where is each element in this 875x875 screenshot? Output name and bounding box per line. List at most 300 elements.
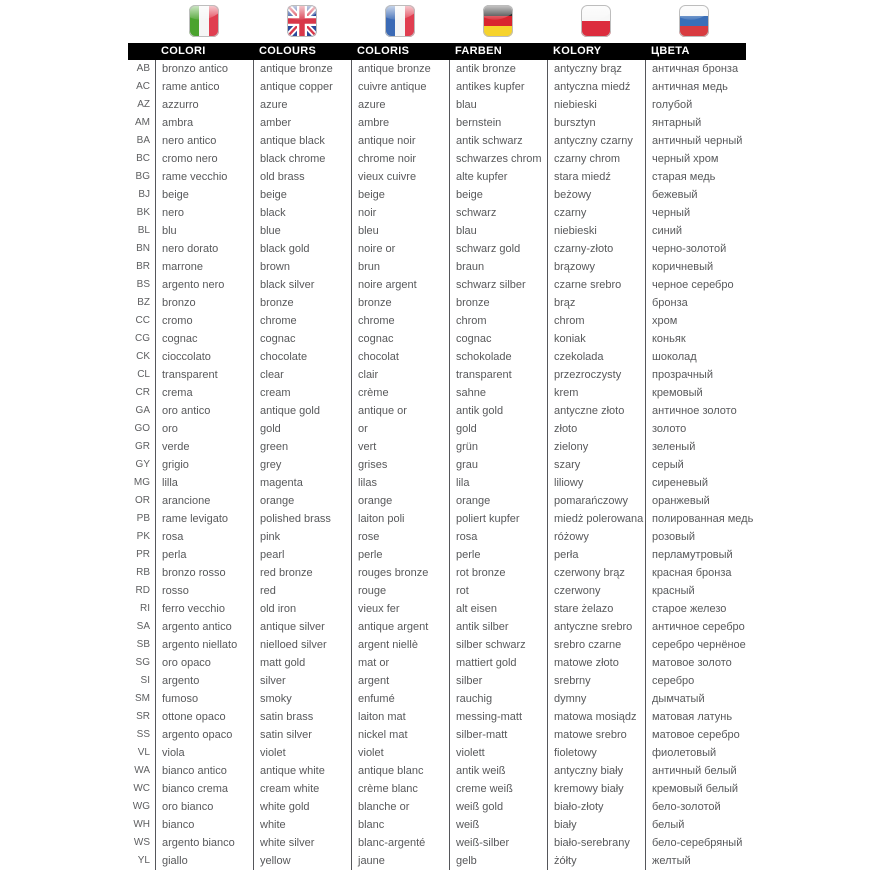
table-row [128,330,749,348]
row-code: GR [135,441,150,452]
table-row [128,78,749,96]
row-cell-french: clair [351,366,449,384]
row-cell-italian: crema [155,384,253,402]
row-cell-french: cognac [351,330,449,348]
row-cell-polish: antyczna miedź [547,78,645,96]
row-cell-english: cognac [253,330,351,348]
table-row [128,168,749,186]
row-cell-german: silber schwarz [449,636,547,654]
row-cell-polish: złoto [547,420,645,438]
row-cell-russian: сиреневый [645,474,749,492]
row-code: PR [136,549,150,560]
table-row [128,618,749,636]
row-cell-russian: бело-золотой [645,798,749,816]
row-cell-german: lila [449,474,547,492]
row-code: RD [135,585,150,596]
row-cell-french: rouges bronze [351,564,449,582]
row-cell-italian: oro antico [155,402,253,420]
row-cell-german: rosa [449,528,547,546]
row-cell-polish: dymny [547,690,645,708]
table-row [128,60,749,78]
row-cell-french: enfumé [351,690,449,708]
row-cell-german: cognac [449,330,547,348]
row-cell-russian: дымчатый [645,690,749,708]
row-cell-italian: transparent [155,366,253,384]
table-row [128,816,749,834]
row-cell-german: braun [449,258,547,276]
row-cell-polish: zielony [547,438,645,456]
table-row [128,510,754,528]
row-code: AZ [137,99,150,110]
row-cell-italian: perla [155,546,253,564]
row-cell-english: red [253,582,351,600]
table-row [128,420,749,438]
row-cell-english: blue [253,222,351,240]
row-cell-english: amber [253,114,351,132]
flag-poland-icon [581,5,611,37]
row-cell-polish: miedż polerowana [547,510,645,528]
row-cell-german: antikes kupfer [449,78,547,96]
row-cell-german: orange [449,492,547,510]
row-cell-italian: rosa [155,528,253,546]
row-cell-russian: серый [645,456,749,474]
row-cell-polish: czarny-złoto [547,240,645,258]
row-code: SG [135,657,150,668]
row-cell-russian: желтый [645,852,749,870]
row-cell-italian: nero [155,204,253,222]
row-code: BC [136,153,150,164]
row-cell-russian: бронза [645,294,749,312]
row-cell-german: bernstein [449,114,547,132]
row-code: SB [136,639,150,650]
row-cell-polish: srebro czarne [547,636,645,654]
row-cell-english: chocolate [253,348,351,366]
row-cell-english: matt gold [253,654,351,672]
row-cell-english: satin brass [253,708,351,726]
table-row [128,276,749,294]
row-cell-polish: fioletowy [547,744,645,762]
table-row [128,222,749,240]
row-cell-polish: chrom [547,312,645,330]
row-cell-english: white [253,816,351,834]
row-code: WC [133,783,150,794]
row-cell-german: bronze [449,294,547,312]
row-cell-italian: bronzo [155,294,253,312]
row-cell-polish: krem [547,384,645,402]
table-row [128,186,749,204]
row-cell-french: lilas [351,474,449,492]
header-farben: FARBEN [455,45,503,57]
table-row [128,366,749,384]
row-cell-french: blanc [351,816,449,834]
row-cell-russian: матовая латунь [645,708,749,726]
row-code: RB [136,567,150,578]
table-header-bar [128,43,746,60]
row-cell-russian: бежевый [645,186,749,204]
table-row [128,384,749,402]
row-cell-english: white gold [253,798,351,816]
row-cell-italian: cioccolato [155,348,253,366]
row-cell-polish: matowe srebro [547,726,645,744]
row-cell-english: brown [253,258,351,276]
row-cell-french: or [351,420,449,438]
row-cell-german: blau [449,96,547,114]
row-cell-italian: bronzo antico [155,60,253,78]
row-cell-italian: grigio [155,456,253,474]
row-cell-russian: фиолетовый [645,744,749,762]
table-row [128,654,749,672]
row-cell-polish: biało-serebrany [547,834,645,852]
row-code: VL [137,747,150,758]
row-cell-french: violet [351,744,449,762]
row-cell-italian: viola [155,744,253,762]
row-cell-german: schwarzes chrom [449,150,547,168]
row-cell-english: antique copper [253,78,351,96]
row-code: BZ [137,297,150,308]
row-cell-italian: oro opaco [155,654,253,672]
row-cell-french: perle [351,546,449,564]
table-row [128,636,749,654]
row-code: AC [136,81,150,92]
row-cell-french: antique argent [351,618,449,636]
table-row [128,294,749,312]
header-colours: COLOURS [259,45,317,57]
row-cell-russian: черный хром [645,150,749,168]
table-row [128,564,749,582]
row-cell-german: schokolade [449,348,547,366]
row-code: CG [135,333,150,344]
row-cell-french: chocolat [351,348,449,366]
row-cell-german: creme weiß [449,780,547,798]
row-cell-english: chrome [253,312,351,330]
row-cell-russian: хром [645,312,749,330]
row-cell-italian: lilla [155,474,253,492]
row-cell-polish: czarny [547,204,645,222]
row-cell-english: bronze [253,294,351,312]
row-cell-russian: шоколад [645,348,749,366]
row-cell-english: green [253,438,351,456]
flag-france-icon [385,5,415,37]
row-cell-english: antique gold [253,402,351,420]
row-cell-english: red bronze [253,564,351,582]
row-cell-english: pink [253,528,351,546]
row-cell-german: messing-matt [449,708,547,726]
table-row [128,240,749,258]
row-cell-german: schwarz silber [449,276,547,294]
row-cell-german: rot bronze [449,564,547,582]
row-cell-italian: blu [155,222,253,240]
row-cell-french: antique noir [351,132,449,150]
table-row [128,690,749,708]
table-row [128,780,749,798]
row-cell-english: black gold [253,240,351,258]
row-cell-russian: черный [645,204,749,222]
row-cell-german: alt eisen [449,600,547,618]
table-row [128,528,749,546]
table-row [128,672,749,690]
row-cell-french: nickel mat [351,726,449,744]
row-code: CK [136,351,150,362]
row-cell-french: vieux fer [351,600,449,618]
row-cell-polish: czarny chrom [547,150,645,168]
table-row [128,96,749,114]
row-cell-english: magenta [253,474,351,492]
row-cell-french: cuivre antique [351,78,449,96]
table-row [128,132,749,150]
row-code: AM [135,117,150,128]
row-cell-russian: оранжевый [645,492,749,510]
row-cell-italian: rame antico [155,78,253,96]
row-cell-english: antique black [253,132,351,150]
row-cell-english: grey [253,456,351,474]
row-cell-german: antik gold [449,402,547,420]
row-cell-polish: srebrny [547,672,645,690]
table-row [128,600,749,618]
row-cell-italian: nero antico [155,132,253,150]
row-cell-russian: синий [645,222,749,240]
row-cell-german: mattiert gold [449,654,547,672]
flag-germany-icon [483,5,513,37]
row-cell-german: schwarz gold [449,240,547,258]
row-code: BG [135,171,150,182]
row-cell-russian: бело-серебряный [645,834,749,852]
row-cell-english: old iron [253,600,351,618]
row-code: OR [135,495,150,506]
row-cell-french: orange [351,492,449,510]
table-row [128,852,749,870]
row-code: BL [137,225,150,236]
row-cell-italian: argento niellato [155,636,253,654]
row-code: CC [135,315,150,326]
row-cell-russian: античная медь [645,78,749,96]
flag-italy-icon [189,5,219,37]
row-cell-german: weiß gold [449,798,547,816]
row-cell-russian: античный черный [645,132,749,150]
row-cell-english: black [253,204,351,222]
row-cell-russian: античная бронза [645,60,749,78]
row-cell-polish: niebieski [547,96,645,114]
row-cell-english: azure [253,96,351,114]
row-code: YL [137,855,150,866]
table-row [128,708,749,726]
row-cell-russian: кремовый [645,384,749,402]
row-cell-english: yellow [253,852,351,870]
row-cell-russian: серебро [645,672,749,690]
row-cell-english: antique bronze [253,60,351,78]
row-cell-french: mat or [351,654,449,672]
row-cell-french: beige [351,186,449,204]
row-cell-russian: черно-золотой [645,240,749,258]
row-cell-polish: antyczne srebro [547,618,645,636]
row-cell-polish: koniak [547,330,645,348]
row-cell-russian: серебро чернёное [645,636,749,654]
row-cell-italian: azzurro [155,96,253,114]
row-cell-italian: arancione [155,492,253,510]
row-cell-german: silber [449,672,547,690]
row-cell-italian: rame vecchio [155,168,253,186]
row-cell-russian: розовый [645,528,749,546]
row-cell-german: antik silber [449,618,547,636]
table-row [128,798,749,816]
row-code: CL [137,369,150,380]
row-cell-french: chrome [351,312,449,330]
row-cell-polish: liliowy [547,474,645,492]
row-cell-french: jaune [351,852,449,870]
row-cell-italian: argento bianco [155,834,253,852]
row-code: PK [136,531,150,542]
row-cell-italian: bianco antico [155,762,253,780]
row-cell-german: grün [449,438,547,456]
table-row [128,312,749,330]
row-cell-german: schwarz [449,204,547,222]
row-cell-russian: старая медь [645,168,749,186]
header-tsveta: ЦВЕТА [651,45,690,57]
table-row [128,492,749,510]
row-cell-italian: cromo [155,312,253,330]
row-cell-french: laiton poli [351,510,449,528]
row-cell-english: nielloed silver [253,636,351,654]
row-cell-german: alte kupfer [449,168,547,186]
row-cell-polish: biały [547,816,645,834]
row-cell-russian: белый [645,816,749,834]
row-cell-italian: beige [155,186,253,204]
row-code: SA [136,621,150,632]
row-cell-english: silver [253,672,351,690]
row-cell-polish: antyczny biały [547,762,645,780]
row-cell-german: blau [449,222,547,240]
row-cell-german: antik schwarz [449,132,547,150]
row-cell-polish: biało-złoty [547,798,645,816]
row-cell-french: bleu [351,222,449,240]
row-cell-french: grises [351,456,449,474]
row-cell-english: black silver [253,276,351,294]
row-cell-german: antik bronze [449,60,547,78]
row-code: WS [133,837,150,848]
row-cell-polish: czerwony [547,582,645,600]
row-cell-polish: czarne srebro [547,276,645,294]
row-cell-italian: oro [155,420,253,438]
row-cell-german: sahne [449,384,547,402]
row-cell-russian: голубой [645,96,749,114]
table-row [128,582,749,600]
row-code: BA [136,135,150,146]
row-code: CR [135,387,150,398]
row-cell-polish: niebieski [547,222,645,240]
row-cell-german: poliert kupfer [449,510,547,528]
table-row [128,258,749,276]
table-row [128,726,749,744]
row-cell-polish: matowa mosiądz [547,708,645,726]
row-cell-french: crème [351,384,449,402]
flag-uk-icon [287,5,317,37]
table-row [128,762,749,780]
row-cell-english: polished brass [253,510,351,528]
row-cell-polish: matowe złoto [547,654,645,672]
row-code: SM [135,693,150,704]
row-cell-polish: czekolada [547,348,645,366]
row-code: WG [132,801,150,812]
row-cell-french: bronze [351,294,449,312]
row-cell-french: antique or [351,402,449,420]
row-cell-french: antique bronze [351,60,449,78]
row-cell-russian: старое железо [645,600,749,618]
row-cell-french: chrome noir [351,150,449,168]
row-code: BN [136,243,150,254]
row-cell-italian: bianco [155,816,253,834]
row-cell-polish: czerwony brąz [547,564,645,582]
row-code: GA [135,405,150,416]
row-cell-french: antique blanc [351,762,449,780]
row-cell-french: laiton mat [351,708,449,726]
row-cell-italian: bianco crema [155,780,253,798]
row-cell-english: white silver [253,834,351,852]
row-cell-english: cream white [253,780,351,798]
row-cell-italian: rosso [155,582,253,600]
row-cell-english: pearl [253,546,351,564]
row-cell-polish: brąz [547,294,645,312]
flag-russia-icon [679,5,709,37]
row-code: RI [140,603,150,614]
row-cell-french: argent niellè [351,636,449,654]
row-cell-german: silber-matt [449,726,547,744]
row-cell-german: beige [449,186,547,204]
row-cell-english: gold [253,420,351,438]
row-cell-german: gold [449,420,547,438]
row-cell-russian: коричневый [645,258,749,276]
row-cell-italian: argento antico [155,618,253,636]
row-cell-russian: коньяк [645,330,749,348]
row-cell-italian: argento nero [155,276,253,294]
row-cell-french: noire or [351,240,449,258]
row-cell-russian: античное золото [645,402,749,420]
row-code: PB [136,513,150,524]
header-colori: COLORI [161,45,206,57]
row-cell-german: rauchig [449,690,547,708]
row-cell-german: weiß [449,816,547,834]
row-cell-english: beige [253,186,351,204]
row-cell-russian: перламутровый [645,546,749,564]
table-row [128,438,749,456]
row-code: SS [136,729,150,740]
row-cell-italian: nero dorato [155,240,253,258]
row-cell-polish: przezroczysty [547,366,645,384]
row-cell-italian: argento [155,672,253,690]
row-cell-italian: argento opaco [155,726,253,744]
row-cell-french: ambre [351,114,449,132]
row-code: BJ [138,189,150,200]
row-cell-french: vert [351,438,449,456]
row-cell-german: perle [449,546,547,564]
table-row [128,402,749,420]
row-cell-polish: żółty [547,852,645,870]
row-code: MG [133,477,150,488]
row-cell-french: noire argent [351,276,449,294]
row-cell-english: cream [253,384,351,402]
color-table-body [128,60,754,870]
row-cell-polish: kremowy biały [547,780,645,798]
row-cell-russian: античный белый [645,762,749,780]
table-row [128,114,749,132]
row-cell-french: argent [351,672,449,690]
row-code: WH [133,819,150,830]
row-cell-german: weiß-silber [449,834,547,852]
row-cell-russian: золото [645,420,749,438]
row-code: GY [135,459,150,470]
table-row [128,474,749,492]
row-cell-polish: bursztyn [547,114,645,132]
row-cell-english: violet [253,744,351,762]
row-cell-german: grau [449,456,547,474]
